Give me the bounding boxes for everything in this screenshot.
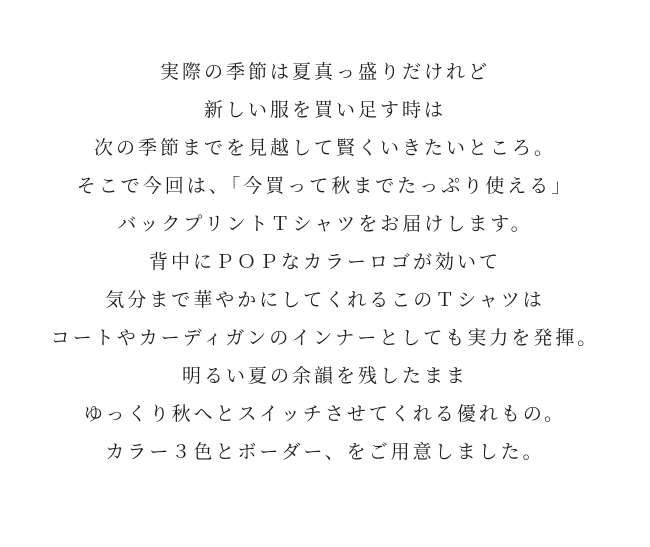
text-line: 背中にＰＯＰなカラーロゴが効いて [148,251,501,273]
text-line: 新しい服を買い足す時は [203,99,446,121]
text-line: バックプリントＴシャツをお届けします。 [117,213,533,235]
text-line: そこで今回は、「今買って秋までたっぷり使える」 [76,175,574,197]
text-line: ゆっくり秋へとスイッチさせてくれる優れもの。 [83,403,567,425]
text-line: 気分まで華やかにしてくれるこのＴシャツは [105,289,545,311]
text-line: 明るい夏の余韻を残したまま [181,365,468,387]
text-line: 実際の季節は夏真っ盛りだけれど [159,61,490,83]
text-line: コートやカーディガンのインナーとしても実力を発揮。 [50,327,600,349]
text-line: 次の季節までを見越して賢くいきたいところ。 [93,137,556,159]
text-line: カラー３色とボーダー、をご用意しました。 [105,441,545,463]
